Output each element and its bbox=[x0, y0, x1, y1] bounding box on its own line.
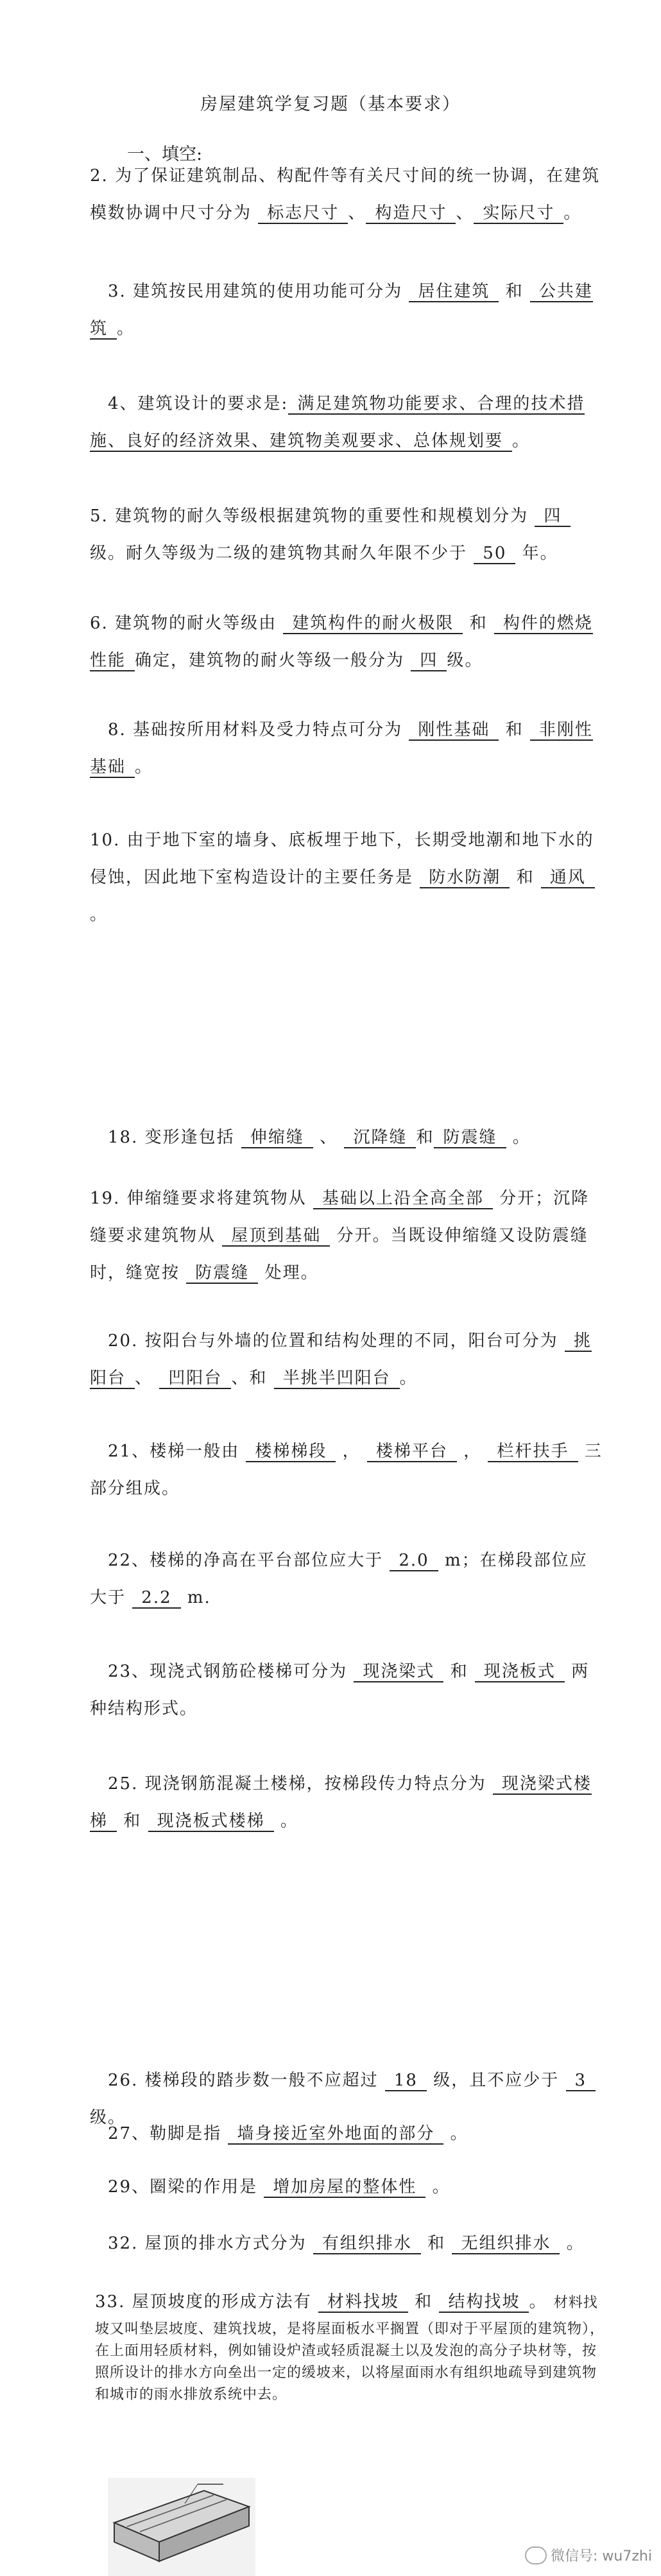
question-8 bbox=[90, 711, 603, 786]
question-end: 。 bbox=[529, 2292, 547, 2312]
question-end: 。 bbox=[399, 1369, 418, 1388]
question-text: 级。耐久等级为二级的建筑物其耐久年限不少于 bbox=[90, 544, 468, 563]
answer-blank: 伸缩缝 bbox=[241, 1128, 313, 1148]
question-end: 。 bbox=[135, 757, 153, 777]
page-title: 房屋建筑学复习题（基本要求） bbox=[200, 94, 461, 114]
answer-blank: 满足建筑物功能要求、合理的技术措施、良好的经济效果、建筑物美观要求、总体规划要 bbox=[90, 394, 585, 451]
answer-blank: 构件的燃烧性能 bbox=[90, 614, 593, 670]
answer-blank: 现浇板式楼梯 bbox=[148, 1811, 274, 1832]
answer-blank: 防震缝 bbox=[186, 1263, 258, 1284]
separator: ， bbox=[463, 1442, 482, 1461]
question-text: 25. 现浇钢筋混凝土楼梯，按梯段传力特点分为 bbox=[108, 1774, 486, 1794]
question-text: 级，且不应少于 bbox=[433, 2071, 560, 2090]
answer-blank: 防震缝 bbox=[434, 1128, 506, 1148]
question-text: 确定，建筑物的耐火等级一般分为 bbox=[135, 651, 405, 670]
separator: 和 bbox=[469, 614, 488, 633]
question-text: 4、建筑设计的要求是: bbox=[108, 394, 289, 413]
answer-blank: 四 bbox=[411, 651, 447, 671]
question-20 bbox=[90, 1322, 603, 1397]
answer-blank: 四 bbox=[535, 506, 571, 527]
answer-blank: 2.0 bbox=[390, 1551, 438, 1571]
question-end: 级。 bbox=[447, 651, 483, 670]
question-text: 26. 楼梯段的踏步数一般不应超过 bbox=[108, 2071, 379, 2090]
separator: 和 bbox=[416, 1128, 434, 1147]
answer-blank: 现浇梁式楼梯 bbox=[90, 1774, 592, 1831]
answer-blank: 栏杆扶手 bbox=[488, 1442, 578, 1462]
question-6 bbox=[90, 605, 603, 679]
watermark bbox=[525, 2545, 652, 2565]
answer-blank: 结构找坡 bbox=[439, 2292, 529, 2313]
answer-blank: 居住建筑 bbox=[409, 282, 499, 302]
question-text: 29、圈梁的作用是 bbox=[108, 2177, 258, 2197]
answer-blank: 18 bbox=[385, 2071, 427, 2091]
question-33 bbox=[95, 2285, 608, 2406]
answer-blank: 非刚性基础 bbox=[90, 720, 593, 777]
answer-blank: 防水防潮 bbox=[420, 868, 510, 888]
wechat-icon bbox=[525, 2546, 547, 2564]
section-heading: 一、填空: bbox=[127, 144, 203, 164]
answer-blank: 增加房屋的整体性 bbox=[264, 2177, 425, 2198]
separator: 、 bbox=[348, 203, 366, 223]
question-text: m；在梯段部位应大于 bbox=[90, 1551, 588, 1607]
question-text: 27、勒脚是指 bbox=[108, 2124, 222, 2143]
separator: ， bbox=[342, 1442, 361, 1461]
answer-blank: 屋顶到基础 bbox=[222, 1226, 330, 1247]
question-text: 23、现浇式钢筋砼楼梯可分为 bbox=[108, 1662, 348, 1681]
separator: 和 bbox=[505, 720, 524, 739]
answer-blank: 通风 bbox=[541, 868, 595, 888]
question-end: 级。 bbox=[90, 2108, 126, 2127]
question-end: 。 bbox=[280, 1811, 298, 1831]
question-18 bbox=[90, 1119, 603, 1156]
separator: 、和 bbox=[231, 1369, 268, 1388]
answer-blank: 墙身接近室外地面的部分 bbox=[228, 2124, 443, 2145]
answer-blank: 半挑半凹阳台 bbox=[274, 1369, 400, 1389]
question-text: 33. 屋顶坡度的形成方法有 bbox=[95, 2292, 312, 2312]
answer-blank: 标志尺寸 bbox=[258, 203, 348, 224]
question-end: 年。 bbox=[522, 544, 558, 563]
question-end: 处理。 bbox=[264, 1263, 319, 1283]
answer-blank: 实际尺寸 bbox=[474, 203, 563, 224]
question-text: 3. 建筑按民用建筑的使用功能可分为 bbox=[108, 282, 403, 301]
question-4 bbox=[90, 385, 603, 460]
separator: 和 bbox=[450, 1662, 468, 1681]
question-text: 2. 为了保证建筑制品、构配件等有关尺寸间的统一协调，在建筑模数协调中尺寸分为 bbox=[90, 166, 601, 223]
question-text: 32. 屋顶的排水方式分为 bbox=[108, 2234, 307, 2253]
answer-blank: 刚性基础 bbox=[409, 720, 499, 741]
question-22 bbox=[90, 1542, 603, 1616]
question-end: 。 bbox=[432, 2177, 451, 2197]
answer-blank: 沉降缝 bbox=[344, 1128, 416, 1148]
question-29 bbox=[90, 2168, 603, 2206]
answer-blank: 现浇板式 bbox=[475, 1662, 565, 1682]
watermark-text: 微信号: wu7zhi bbox=[551, 2548, 652, 2564]
question-3 bbox=[90, 273, 603, 347]
separator: 和 bbox=[427, 2234, 446, 2253]
question-end: m. bbox=[187, 1588, 211, 1607]
question-text: 6. 建筑物的耐火等级由 bbox=[90, 614, 277, 633]
answer-blank: 有组织排水 bbox=[313, 2234, 421, 2254]
question-end: 三部分组成。 bbox=[90, 1442, 603, 1498]
answer-blank: 凹阳台 bbox=[159, 1369, 231, 1389]
answer-blank: 3 bbox=[566, 2071, 596, 2091]
answer-blank: 无组织排水 bbox=[452, 2234, 560, 2254]
question-end: 两种结构形式。 bbox=[90, 1662, 590, 1718]
answer-blank: 建筑构件的耐火极限 bbox=[283, 614, 463, 634]
answer-blank: 50 bbox=[474, 544, 515, 564]
answer-blank: 2.2 bbox=[132, 1588, 180, 1609]
answer-blank: 楼梯梯段 bbox=[246, 1442, 336, 1462]
question-end: 。 bbox=[90, 905, 108, 924]
separator: 和 bbox=[505, 282, 524, 301]
answer-blank: 材料找坡 bbox=[318, 2292, 408, 2313]
question-text: 5. 建筑物的耐久等级根据建筑物的重要性和规模划分为 bbox=[90, 506, 529, 526]
separator: 和 bbox=[123, 1811, 142, 1831]
question-text: 8. 基础按所用材料及受力特点可分为 bbox=[108, 720, 403, 739]
question-end: 。 bbox=[117, 319, 135, 338]
question-text: 21、楼梯一般由 bbox=[108, 1442, 240, 1461]
question-end: 。 bbox=[566, 2234, 585, 2253]
question-text: 19. 伸缩缝要求将建筑物从 bbox=[90, 1189, 307, 1208]
question-19 bbox=[90, 1180, 603, 1292]
question-text: 22、楼梯的净高在平台部位应大于 bbox=[108, 1551, 384, 1570]
question-end: 。 bbox=[512, 431, 531, 451]
answer-blank: 楼梯平台 bbox=[367, 1442, 457, 1462]
roof-slope-figure bbox=[108, 2478, 255, 2576]
separator: 和 bbox=[415, 2292, 433, 2312]
question-5 bbox=[90, 497, 603, 572]
question-text: 20. 按阳台与外墙的位置和结构处理的不同，阳台可分为 bbox=[108, 1331, 558, 1351]
question-end: 。 bbox=[450, 2124, 468, 2143]
question-10 bbox=[90, 822, 603, 933]
answer-blank: 挑阳台 bbox=[90, 1331, 592, 1388]
question-25 bbox=[90, 1765, 603, 1840]
question-32 bbox=[90, 2225, 603, 2262]
answer-blank: 构造尺寸 bbox=[366, 203, 456, 224]
question-end: 。 bbox=[563, 203, 582, 223]
question-text: 分开。当既设伸缩缝又设防震缝时，缝宽按 bbox=[90, 1226, 588, 1283]
separator: 、 bbox=[456, 203, 474, 223]
separator: 、 bbox=[320, 1128, 338, 1147]
question-21 bbox=[90, 1433, 603, 1507]
question-end: 。 bbox=[512, 1128, 531, 1147]
question-23 bbox=[90, 1653, 603, 1727]
question-2 bbox=[90, 157, 603, 232]
question-27 bbox=[90, 2115, 603, 2152]
question-text: 10. 由于地下室的墙身、底板埋于地下，长期受地潮和地下水的侵蚀，因此地下室构造设计的主要任务是 bbox=[90, 831, 594, 887]
separator: 和 bbox=[516, 868, 535, 887]
answer-blank: 基础以上沿全高全部 bbox=[313, 1189, 493, 1209]
answer-blank: 公共建筑 bbox=[90, 282, 593, 338]
question-text: 分开；沉降缝要求建筑物从 bbox=[90, 1189, 590, 1245]
question-text: 18. 变形逢包括 bbox=[108, 1128, 235, 1147]
answer-blank: 现浇梁式 bbox=[354, 1662, 443, 1682]
explanation-text: 材料找坡又叫垫层坡度、建筑找坡，是将屋面板水平搁置（即对于平屋顶的建筑物），在上面用轻质材料，例如铺设炉渣或轻质混凝土以及发泡的高分子块材等，按照所设计的排水方向垒出一定的缓坡来，以将屋面雨水有组织地疏导到建筑物和城市的雨水排放系统中去。 bbox=[95, 2295, 605, 2403]
separator: 、 bbox=[135, 1369, 153, 1388]
